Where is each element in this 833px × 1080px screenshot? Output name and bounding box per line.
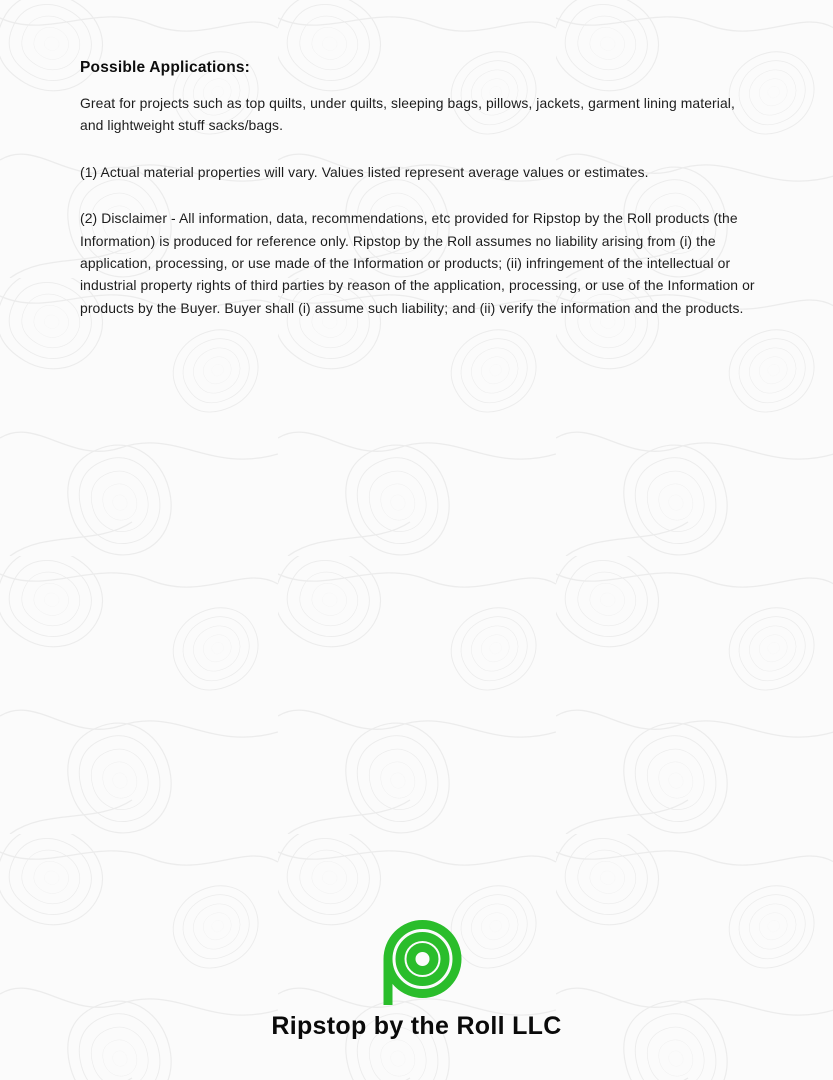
company-name: Ripstop by the Roll LLC	[271, 1012, 562, 1040]
document-body	[80, 58, 756, 343]
possible-applications-heading: Possible Applications:	[80, 59, 251, 76]
footnote-2-disclaimer-paragraph: (2) Disclaimer - All information, data, recommendations, etc provided for Ripstop by the Roll products (the Information) is produced for reference only. Ripstop by the Roll assumes no liability arising from (i) the application, processing, or use made of the Information or products; (ii) infringement of the intellectual or industrial property rights of third parties by reason of the application, processing, or use of the Information or products by the Buyer. Buyer shall (i) assume such liability; and (ii) verify the information and the products.	[80, 210, 755, 316]
applications-paragraph: Great for projects such as top quilts, under quilts, sleeping bags, pillows, jackets, garment lining material, and lightweight stuff sacks/bags.	[80, 95, 735, 134]
footnote-1-paragraph: (1) Actual material properties will vary. Values listed represent average values or estimates.	[80, 163, 649, 180]
fabric-roll-p-icon	[368, 920, 465, 1010]
